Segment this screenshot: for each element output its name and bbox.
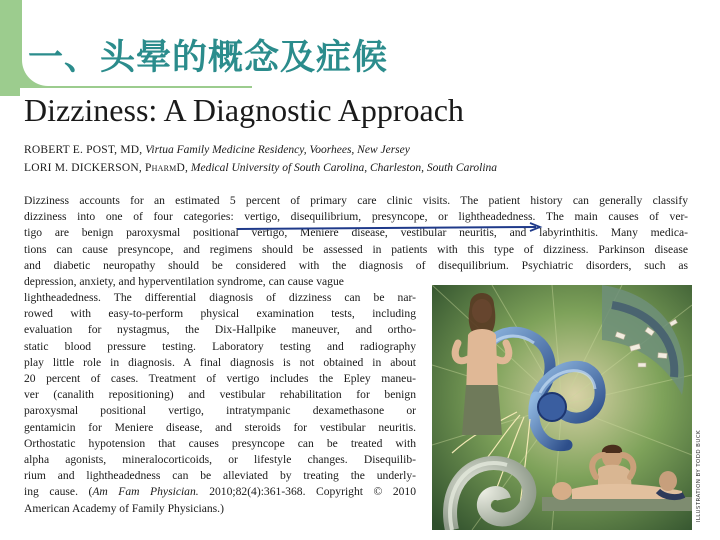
abstract-line: rium and lightheadedness can be alleviated by treating the underly-: [24, 469, 416, 483]
abstract-line: Dizziness accounts for an estimated 5 percent of primary care clinic visits. The patient history can generally classify: [24, 194, 688, 207]
abstract-full-width: [24, 193, 688, 290]
vestibular-illustration: [432, 285, 692, 530]
citation-last-line: American Academy of Family Physicians.): [24, 501, 224, 515]
abstract-line: Orthostatic hypotension that causes presyncope can be treated with: [24, 436, 416, 450]
handwritten-underline-arrow: [218, 222, 548, 234]
abstract-line: dizziness into one of four categories: vertigo, disequilibrium, presyncope, or lightheadedness. The main causes of ver-: [24, 210, 688, 224]
abstract-line: gentamicin for Meniere disease, and steroids for vestibular neuritis.: [24, 420, 416, 434]
slide-heading: 一、头晕的概念及症候: [28, 38, 389, 78]
abstract-line: static blood pressure testing. Laboratory testing and radiography: [24, 339, 416, 353]
abstract-line: paroxysmal positional vertigo, intratympanic dexamethasone or: [24, 404, 416, 418]
abstract-line: tions can cause presyncope, and regimens should be assessed in patients with this type of dizziness. Parkinson disease: [24, 242, 688, 256]
abstract-narrow-column: [24, 290, 416, 517]
abstract-line: 20 percent of cases. Treatment of vertigo includes the Epley maneu-: [24, 372, 416, 386]
abstract-line: rowed with easy-to-perform physical examination tests, including: [24, 307, 416, 321]
abstract-line: play little role in diagnosis. A final diagnosis is not obtained in about: [24, 355, 416, 369]
decorative-side-strip: [0, 0, 20, 96]
author-name: ROBERT E. POST, MD,: [24, 144, 143, 156]
abstract-line: tigo are benign paroxysmal positional vertigo, Meniere disease, vestibular neuritis, and labyrinthitis. Many medica-: [24, 226, 688, 240]
article-title: Dizziness: A Diagnostic Approach: [24, 92, 464, 128]
citation-journal: Am Fam Physician.: [92, 485, 199, 499]
author-affiliation: Virtua Family Medicine Residency, Voorhees, New Jersey: [145, 144, 410, 156]
abstract-line: depression, anxiety, and hyperventilation syndrome, can cause vague: [24, 275, 344, 289]
illustration-artwork: [432, 285, 692, 530]
author-affiliation: Medical University of South Carolina, Charleston, South Carolina: [190, 162, 498, 174]
citation-line: [24, 484, 416, 500]
citation-prefix: ing cause. (: [24, 485, 93, 499]
abstract-line: alpha agonists, mineralocorticoids, or lifestyle changes. Disequilib-: [24, 453, 416, 467]
abstract-line: lightheadedness. The differential diagnosis of dizziness can be nar-: [24, 291, 416, 304]
author-list: [24, 141, 497, 177]
citation-details: 2010;82(4):361-368. Copyright © 2010: [198, 485, 417, 499]
abstract-line: evaluation for nystagmus, the Dix-Hallpike maneuver, and ortho-: [24, 323, 416, 337]
author-entry: [24, 159, 497, 177]
abstract-line: ver (canalith repositioning) and vestibular rehabilitation for benign: [24, 388, 416, 402]
author-name: LORI M. DICKERSON, PharmD,: [24, 162, 189, 174]
abstract-line: and diabetic neuropathy should be considered with the diagnosis of disequilibrium. Psychiatric disorders, such as: [24, 258, 688, 272]
author-entry: [24, 141, 497, 159]
illustration-credit: ILLUSTRATION BY TODD BUCK: [696, 430, 702, 523]
